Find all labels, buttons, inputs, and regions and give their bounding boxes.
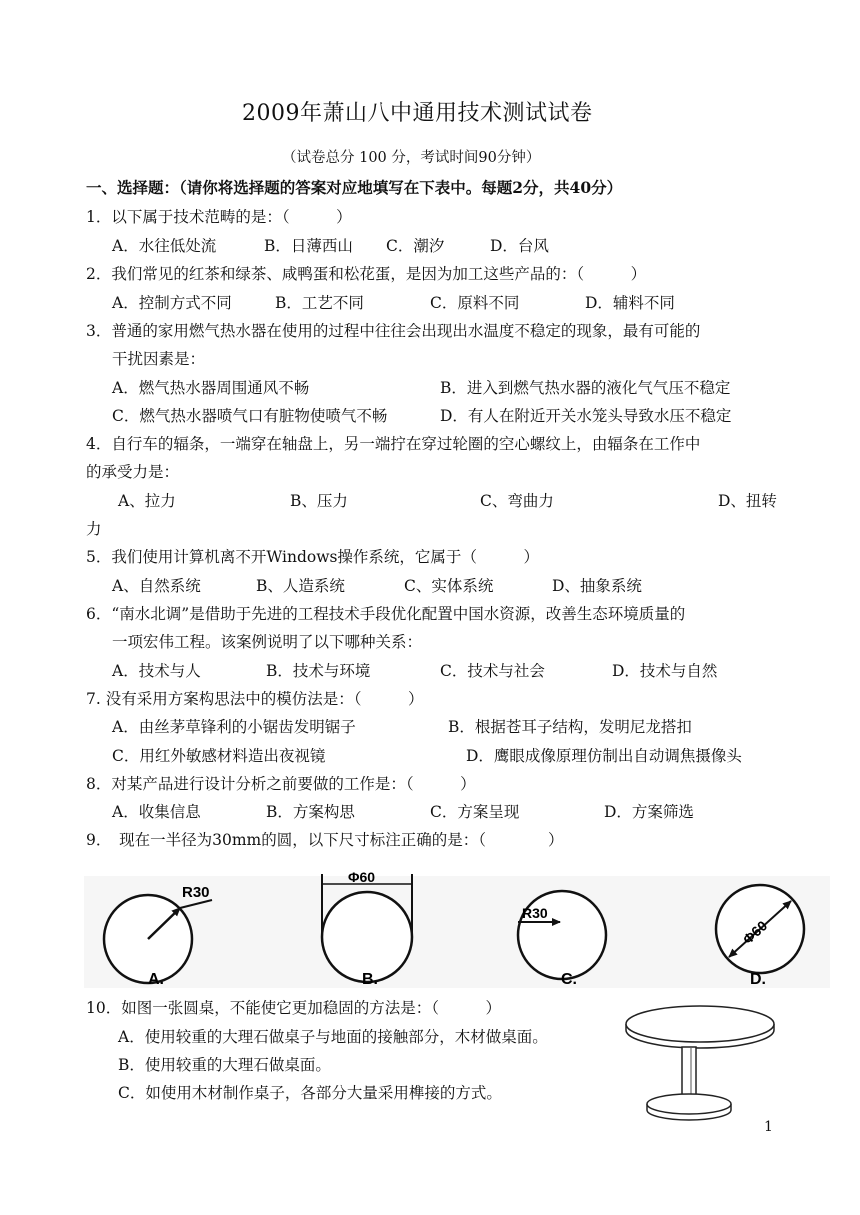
question-4-option-c[interactable]: C、弯曲力 <box>480 492 554 510</box>
dim-label-c: R30 <box>522 905 548 921</box>
question-8-stem: 8．对某产品进行设计分析之前要做的工作是：（ ） <box>86 775 476 793</box>
question-5-option-d[interactable]: D、抽象系统 <box>552 577 642 595</box>
question-1-option-d[interactable]: D．台风 <box>490 237 549 255</box>
figure-label-d: D. <box>750 971 766 988</box>
question-10-stem: 10．如图一张圆桌，不能使它更加稳固的方法是：（ ） <box>86 999 501 1017</box>
circle-b <box>322 892 412 982</box>
dim-label-a: R30 <box>182 884 210 901</box>
question-8-option-a[interactable]: A．收集信息 <box>112 803 201 821</box>
tabletop <box>626 1006 774 1042</box>
figure-label-a: A. <box>148 971 164 988</box>
question-4-stem-line1: 4．自行车的辐条，一端穿在轴盘上，另一端拧在穿过轮圈的空心螺纹上，由辐条在工作中 <box>86 435 701 453</box>
question-3-option-a[interactable]: A．燃气热水器周围通风不畅 <box>112 379 310 397</box>
question-3-option-b[interactable]: B．进入到燃气热水器的液化气气压不稳定 <box>440 379 731 397</box>
question-5-stem: 5．我们使用计算机离不开Windows操作系统，它属于（ ） <box>86 548 539 566</box>
question-7-option-d[interactable]: D．鹰眼成像原理仿制出自动调焦摄像头 <box>466 747 742 765</box>
question-4-option-d-continued: 力 <box>86 520 102 538</box>
question-2-option-b[interactable]: B．工艺不同 <box>275 294 364 312</box>
dim-label-d: Φ60 <box>739 917 771 948</box>
question-3-option-c[interactable]: C．燃气热水器喷气口有脏物使喷气不畅 <box>112 407 388 425</box>
question-6-option-a[interactable]: A．技术与人 <box>112 662 201 680</box>
question-3-stem-line1: 3．普通的家用燃气热水器在使用的过程中往往会出现出水温度不稳定的现象，最有可能的 <box>86 322 701 340</box>
question-7-option-b[interactable]: B．根据苍耳子结构，发明尼龙搭扣 <box>448 718 692 736</box>
question-8-option-c[interactable]: C．方案呈现 <box>430 803 520 821</box>
question-10-option-a[interactable]: A．使用较重的大理石做桌子与地面的接触部分，木材做桌面。 <box>118 1028 548 1046</box>
question-10-option-c[interactable]: C．如使用木材制作桌子，各部分大量采用榫接的方式。 <box>118 1084 502 1102</box>
question-10-option-b[interactable]: B．使用较重的大理石做桌面。 <box>118 1056 331 1074</box>
question-6-stem-line2: 一项宏伟工程。该案例说明了以下哪种关系： <box>112 633 423 651</box>
question-7-option-a[interactable]: A．由丝茅草锋利的小锯齿发明锯子 <box>112 718 356 736</box>
question-4-option-b[interactable]: B、压力 <box>290 492 348 510</box>
question-3-stem-line2: 干扰因素是： <box>112 350 206 368</box>
question-3-option-d[interactable]: D．有人在附近开关水笼头导致水压不稳定 <box>440 407 732 425</box>
page-title: 2009年萧山八中通用技术测试试卷 <box>242 101 593 126</box>
page-subtitle: （试卷总分 100 分，考试时间90分钟） <box>282 150 541 166</box>
question-5-option-c[interactable]: C、实体系统 <box>404 577 494 595</box>
question-1-option-b[interactable]: B．日薄西山 <box>264 237 353 255</box>
question-7-stem: 7. 没有采用方案构思法中的模仿法是：（ ） <box>86 690 424 708</box>
dimension-figures <box>84 870 830 990</box>
table-base <box>647 1094 731 1114</box>
question-4-option-d[interactable]: D、扭转 <box>718 492 777 510</box>
question-6-stem-line1: 6．“南水北调”是借助于先进的工程技术手段优化配置中国水资源，改善生态环境质量的 <box>86 605 686 623</box>
question-1-stem: 1．以下属于技术范畴的是：（ ） <box>86 208 352 226</box>
question-8-option-b[interactable]: B．方案构思 <box>266 803 355 821</box>
question-9-stem: 9． 现在一半径为30mm的圆，以下尺寸标注正确的是：（ ） <box>86 831 564 849</box>
question-2-stem: 2．我们常见的红茶和绿茶、咸鸭蛋和松花蛋，是因为加工这些产品的：（ ） <box>86 265 647 283</box>
question-2-option-a[interactable]: A．控制方式不同 <box>112 294 232 312</box>
figure-label-b: B. <box>362 971 378 988</box>
question-6-option-b[interactable]: B．技术与环境 <box>266 662 371 680</box>
question-5-option-b[interactable]: B、人造系统 <box>256 577 345 595</box>
question-8-option-d[interactable]: D．方案筛选 <box>604 803 694 821</box>
question-7-option-c[interactable]: C．用红外敏感材料造出夜视镜 <box>112 747 326 765</box>
question-4-option-a[interactable]: A、拉力 <box>118 492 176 510</box>
question-6-option-c[interactable]: C．技术与社会 <box>440 662 545 680</box>
page-number: 1 <box>764 1119 773 1135</box>
dim-label-b: Φ60 <box>348 870 376 885</box>
question-1-option-c[interactable]: C．潮汐 <box>386 237 445 255</box>
question-4-stem-line2: 的承受力是： <box>86 463 180 481</box>
section-heading: 一、选择题：（请你将选择题的答案对应地填写在下表中。每题2分，共40分） <box>86 178 623 197</box>
figure-label-c: C. <box>561 971 577 988</box>
question-5-option-a[interactable]: A、自然系统 <box>112 577 201 595</box>
question-2-option-d[interactable]: D．辅料不同 <box>585 294 675 312</box>
question-6-option-d[interactable]: D．技术与自然 <box>612 662 718 680</box>
round-table-illustration <box>620 1000 780 1125</box>
question-1-option-a[interactable]: A．水往低处流 <box>112 237 217 255</box>
question-2-option-c[interactable]: C．原料不同 <box>430 294 520 312</box>
